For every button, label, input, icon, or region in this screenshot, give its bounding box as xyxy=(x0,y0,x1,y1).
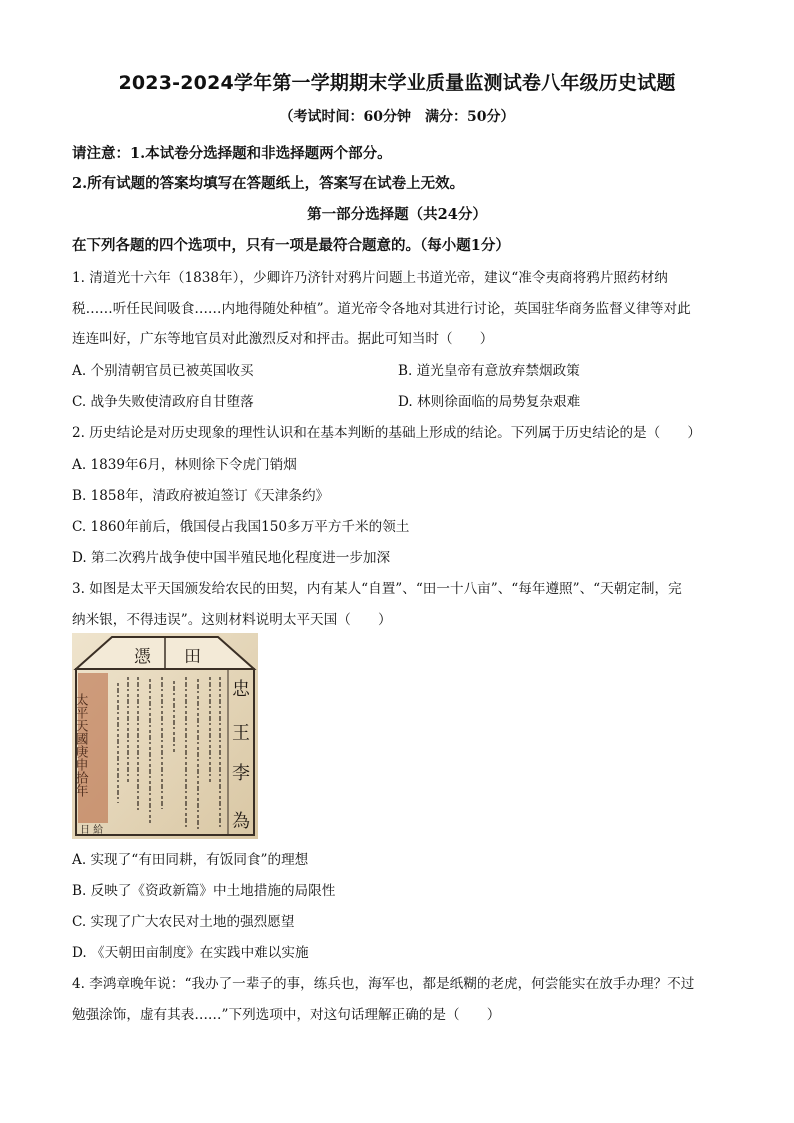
deed-bottom-text: 日 給 xyxy=(80,825,104,836)
deed-right-char-2: 王 xyxy=(232,723,250,744)
q1-stem-line-1: 1. 清道光十六年（1838年），少卿许乃济针对鸦片问题上书道光帝，建议“准令夷商将鸦片照药材纳 xyxy=(72,270,668,286)
q3-option-a: A. 实现了“有田同耕，有饭同食”的理想 xyxy=(72,852,309,868)
q3-option-d: D. 《天朝田亩制度》在实践中难以实施 xyxy=(72,945,309,961)
q2-option-d: D. 第二次鸦片战争使中国半殖民地化程度进一步加深 xyxy=(72,550,391,566)
deed-right-char-4: 為 xyxy=(232,811,250,832)
q2-option-c: C. 1860年前后，俄国侵占我国150多万平方千米的领土 xyxy=(72,519,410,535)
deed-header-char-1: 憑 xyxy=(134,647,151,667)
exam-title: 2023-2024学年第一学期期末学业质量监测试卷八年级历史试题 xyxy=(118,72,676,94)
q1-stem-line-2: 税……听任民间吸食……内地得随处种植”。道光帝令各地对其进行讨论，英国驻华商务监督义律等对此 xyxy=(72,301,691,317)
q1-option-a: A. 个别清朝官员已被英国收买 xyxy=(72,363,254,379)
part1-instruction: 在下列各题的四个选项中，只有一项是最符合题意的。（每小题1分） xyxy=(72,237,510,254)
q1-option-c: C. 战争失败使清政府自甘堕落 xyxy=(72,394,254,410)
q4-stem-line-2: 勉强涂饰，虚有其表……”下列选项中，对这句话理解正确的是（ ） xyxy=(72,1007,501,1023)
notice-line-2: 2.所有试题的答案均填写在答题纸上，答案写在试卷上无效。 xyxy=(72,175,465,192)
q1-option-d: D. 林则徐面临的局势复杂艰难 xyxy=(398,394,581,410)
q2-stem: 2. 历史结论是对历史现象的理性认识和在基本判断的基础上形成的结论。下列属于历史结论的是（ ） xyxy=(72,425,702,441)
deed-right-char-3: 李 xyxy=(232,763,250,784)
deed-header-char-2: 田 xyxy=(184,647,201,667)
q4-stem-line-1: 4. 李鸿章晚年说：“我办了一辈子的事，练兵也，海军也，都是纸糊的老虎，何尝能实在放手办理？不过 xyxy=(72,976,695,992)
exam-subtitle: （考试时间：60分钟 满分：50分） xyxy=(279,109,515,125)
q2-option-b: B. 1858年，清政府被迫签订《天津条约》 xyxy=(72,488,330,504)
deed-right-char-1: 忠 xyxy=(232,679,250,700)
q3-stem-line-2: 纳米银，不得违误”。这则材料说明太平天国（ ） xyxy=(72,612,392,628)
land-deed-image xyxy=(72,633,258,839)
q1-stem-line-3: 连连叫好，广东等地官员对此激烈反对和抨击。据此可知当时（ ） xyxy=(72,331,494,347)
q3-stem-line-1: 3. 如图是太平天国颁发给农民的田契，内有某人“自置”、“田一十八亩”、“每年遵照”、“天朝定制，完 xyxy=(72,581,682,597)
q1-option-b: B. 道光皇帝有意放弃禁烟政策 xyxy=(398,363,580,379)
notice-line-1: 请注意：1.本试卷分选择题和非选择题两个部分。 xyxy=(72,145,392,162)
q2-option-a: A. 1839年6月，林则徐下令虎门销烟 xyxy=(72,457,297,473)
q3-option-c: C. 实现了广大农民对土地的强烈愿望 xyxy=(72,914,295,930)
q3-option-b: B. 反映了《资政新篇》中土地措施的局限性 xyxy=(72,883,336,899)
deed-seal-text: 太平天國庚申拾年 xyxy=(72,693,88,797)
part1-heading: 第一部分选择题（共24分） xyxy=(307,206,487,223)
